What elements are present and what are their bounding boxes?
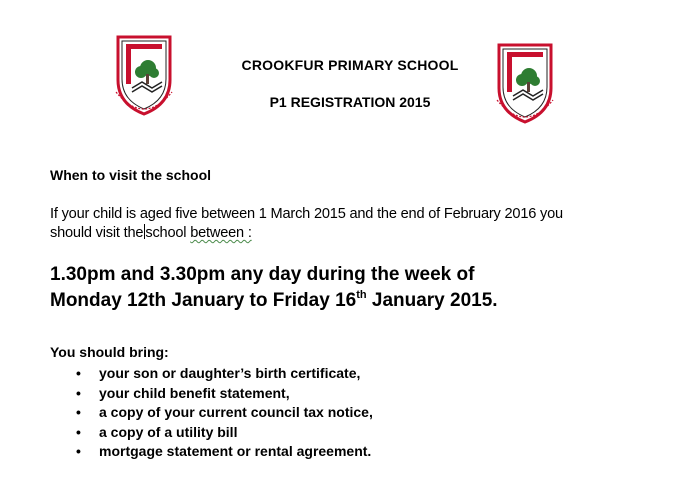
intro-line-2-text-a: should visit the: [50, 225, 144, 241]
list-item-text: mortgage statement or rental agreement.: [99, 443, 372, 460]
intro-line-1: If your child is aged five between 1 March 2015 and the end of February 2016 you: [50, 206, 563, 222]
list-item-text: your son or daughter’s birth certificate,: [99, 365, 361, 381]
school-name-heading: CROOKFUR PRIMARY SCHOOL: [241, 57, 459, 73]
bullet-icon: •: [76, 443, 81, 460]
list-item: [50, 403, 373, 423]
list-item: [50, 423, 373, 443]
intro-line-2-text-b: school: [145, 225, 187, 241]
visit-times-line-2: [50, 288, 670, 314]
school-crest-right: [493, 42, 557, 126]
ordinal-suffix: th: [356, 289, 367, 301]
visit-times-line-1: 1.30pm and 3.30pm any day during the week of: [50, 264, 475, 285]
list-item: [50, 364, 373, 384]
bring-heading: You should bring:: [50, 344, 169, 360]
bullet-icon: •: [76, 404, 81, 421]
list-item: [50, 442, 373, 462]
bring-list: [50, 364, 373, 462]
visit-times-line-2-a: Monday 12th January to Friday 16: [50, 290, 357, 311]
intro-line-2-text-c: between :: [190, 225, 252, 241]
bullet-icon: •: [76, 423, 81, 440]
bullet-icon: •: [76, 384, 81, 401]
list-item-text: your child benefit statement,: [99, 384, 290, 401]
visit-times-block: [50, 262, 670, 314]
registration-title: P1 REGISTRATION 2015: [269, 94, 431, 110]
intro-line-2: [50, 224, 650, 243]
list-item: [50, 384, 373, 404]
school-crest-icon: [493, 42, 557, 126]
visit-times-line-2-b: January 2015.: [366, 290, 498, 311]
list-item-text: a copy of your current council tax notice,: [99, 404, 373, 421]
school-crest-left: [112, 34, 176, 118]
list-item-text: a copy of a utility bill: [99, 423, 238, 440]
visit-intro-paragraph: [50, 205, 650, 243]
visit-heading: When to visit the school: [50, 167, 212, 183]
school-crest-icon: [112, 34, 176, 118]
bullet-icon: •: [76, 365, 81, 381]
